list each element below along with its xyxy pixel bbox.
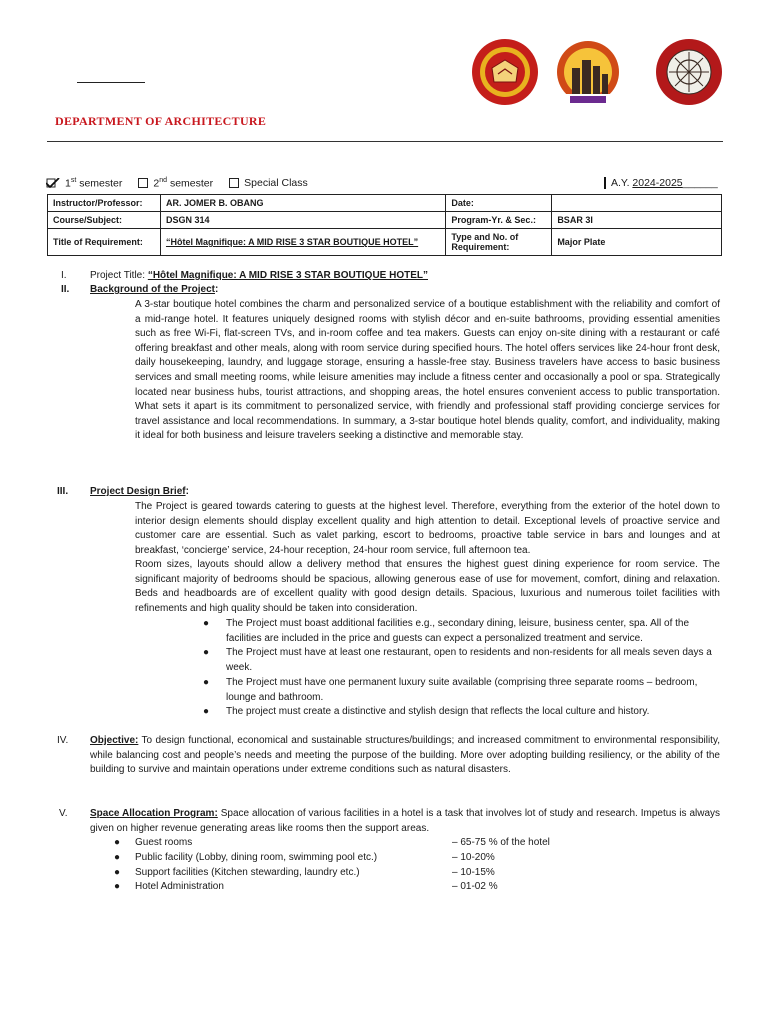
type-value: Major Plate — [552, 229, 722, 256]
instructor-label: Instructor/Professor: — [48, 195, 161, 212]
special-class-label: Special Class — [244, 177, 308, 190]
objective-heading: Objective: — [90, 735, 139, 746]
semester-2-label: 2nd semester — [153, 177, 214, 190]
design-brief-body-2: Room sizes, layouts should allow a delivery method that ensures the highest guest dining experience for room service. The significant majority of bedrooms should be spacious, allowing generous ease of use for movement, comfort, dining and relaxation. Beds and headboards are of excellent quality with good design details. Spacious, luxurious and numerous toilet facilities with refinements and high quality should be taken into consideration. — [135, 559, 720, 614]
checkbox-special-class[interactable] — [229, 178, 239, 188]
program-value: BSAR 3I — [552, 212, 722, 229]
section-iv-number: IV. — [57, 735, 69, 746]
bullet-icon: ● — [114, 867, 121, 878]
instructor-value: AR. JOMER B. OBANG — [160, 195, 445, 212]
allocation-item-label: Public facility (Lobby, dining room, swimming pool etc.) — [135, 852, 378, 863]
college-emblem-logo — [557, 41, 619, 104]
brief-bullet-1: The Project must boast additional facilities e.g., secondary dining, leisure, business center, spa. All of the facilities are included in the price and guests can expect a personalized treatment and service. — [226, 618, 690, 644]
bullet-icon: ● — [203, 618, 210, 629]
allocation-item-label: Guest rooms — [135, 837, 193, 848]
bullet-icon: ● — [114, 852, 121, 863]
allocation-item-label: Hotel Administration — [135, 881, 224, 892]
space-allocation-heading: Space Allocation Program: — [90, 808, 218, 819]
university-seal-logo — [472, 39, 538, 105]
course-label: Course/Subject: — [48, 212, 161, 229]
section-ii-number: II. — [61, 284, 70, 295]
section-i-number: I. — [61, 270, 67, 281]
department-title: DEPARTMENT OF ARCHITECTURE — [55, 114, 267, 128]
header-divider — [47, 141, 723, 142]
allocation-item-label: Support facilities (Kitchen stewarding, laundry etc.) — [135, 867, 360, 878]
project-title-line: Project Title: “Hôtel Magnifique: A MID RISE 3 STAR BOUTIQUE HOTEL” — [90, 270, 428, 281]
allocation-item-value: – 10-20% — [452, 852, 495, 863]
bullet-icon: ● — [114, 837, 121, 848]
background-body: A 3-star boutique hotel combines the charm and personalized service of a boutique establishment with the reliability and comfort of a mid-range hotel. It features uniquely designed rooms with stylish décor and en-suite bathrooms, providing essential amenities such as free Wi-Fi, flat-screen TVs, and in-room coffee and tea makers. Guests can enjoy on-site dining with a restaurant or café offering breakfast and other meals, along with room service during specified hours. The hotel offers services like 24-hour front desk, daily housekeeping, laundry, and luggage storage, ensuring a hassle-free stay. Business travelers have access to basic business services and small meeting rooms, while leisure amenities may include a fitness center and occasionally a pool or spa. Strategically located near business hubs, tourist attractions, and shopping areas, the hotel ensures convenient access to public transportation. What sets it apart is its commitment to personalized service, with friendly and professional staff providing concierge services for travel assistance and local recommendations. In summary, a 3-star boutique hotel blends quality, comfort, and individuality, making it ideal for both business and leisure travelers seeking a distinctive and memorable stay. — [135, 299, 720, 442]
bullet-icon: ● — [203, 677, 210, 688]
title-value: “Hôtel Magnifique: A MID RISE 3 STAR BOUTIQUE HOTEL” — [160, 229, 445, 256]
allocation-item-value: – 65-75 % of the hotel — [452, 837, 550, 848]
signature-line — [77, 82, 145, 83]
semester-1-label: 1st semester — [65, 177, 123, 190]
title-label: Title of Requirement: — [48, 229, 161, 256]
checked-box-icon[interactable] — [46, 178, 60, 188]
brief-bullet-4: The project must create a distinctive and stylish design that reflects the local culture and history. — [226, 706, 650, 717]
section-v-number: V. — [59, 808, 68, 819]
date-value — [552, 195, 722, 212]
date-label: Date: — [446, 195, 552, 212]
semester-options — [46, 177, 308, 190]
type-label: Type and No. of Requirement: — [446, 229, 552, 256]
bullet-icon: ● — [203, 647, 210, 658]
academic-year: A.Y. 2024-2025______ — [604, 177, 718, 189]
university-logos — [470, 38, 726, 108]
design-brief-heading: Project Design Brief: — [90, 486, 189, 497]
department-seal-logo — [656, 39, 722, 105]
bullet-icon: ● — [203, 706, 210, 717]
brief-bullet-2: The Project must have at least one restaurant, open to residents and non-residents for all meals seven days a week. — [226, 647, 712, 673]
program-label: Program-Yr. & Sec.: — [446, 212, 552, 229]
course-value: DSGN 314 — [160, 212, 445, 229]
project-title: “Hôtel Magnifique: A MID RISE 3 STAR BOUTIQUE HOTEL” — [147, 270, 428, 281]
objective-paragraph: Objective: To design functional, economical and sustainable structures/buildings; and increased commitment to environmental responsibility, while balancing cost and people’s needs and meeting the purpose of the building. More over adopting building resiliency, or the ability of the building to survive and maintain operations under extreme conditions such as natural disasters. — [90, 735, 720, 776]
checkbox-2nd-semester[interactable] — [138, 178, 148, 188]
requirement-info-table — [47, 194, 722, 256]
allocation-item-value: – 10-15% — [452, 867, 495, 878]
background-heading: Background of the Project: — [90, 284, 219, 295]
bullet-icon: ● — [114, 881, 121, 892]
space-allocation-paragraph: Space Allocation Program: Space allocation of various facilities in a hotel is a task that involves lot of study and research. Impetus is always given on higher revenue generating areas like rooms then the support areas. — [90, 808, 721, 834]
section-iii-number: III. — [57, 486, 69, 497]
brief-bullet-3: The Project must have one permanent luxury suite available (comprising three separate rooms – bedroom, lounge and bathroom. — [226, 677, 698, 703]
design-brief-body-1: The Project is geared towards catering to guests at the highest level. Therefore, everything from the exterior of the hotel down to interior design elements should display excellent quality and high attention to detail. Exceptional levels of proactive service and customer care are essential. Such as valet parking, escort to bedrooms, proactive table service in bars and lounges and at breakfast, ‘concierge’ service, 24-hour reception, 24-hour room service, full afternoon tea. — [135, 501, 720, 556]
allocation-item-value: – 01-02 % — [452, 881, 498, 892]
